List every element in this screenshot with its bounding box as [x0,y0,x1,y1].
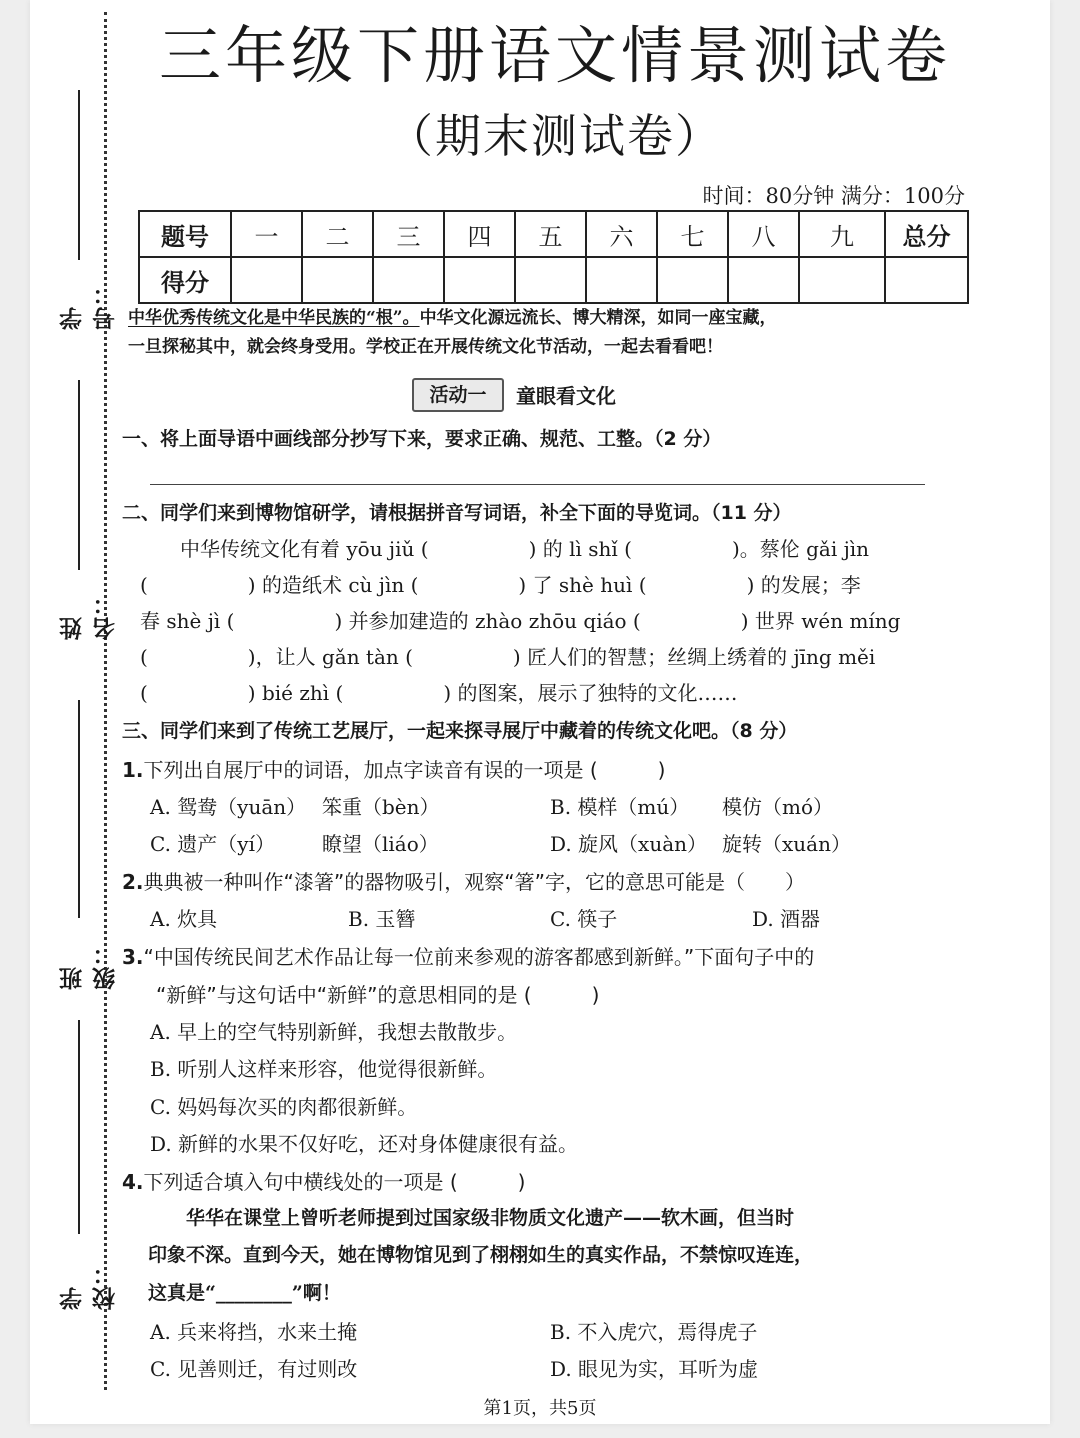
sub-question-2 [122,866,942,895]
time-info: 时间：80分钟 满分：100分 [702,184,965,208]
table-header-cell: 一 [231,211,302,257]
score-cell[interactable] [657,257,728,303]
school-label: 学校： [60,1260,119,1310]
option-d-word-2: 旋转（xuán） [722,832,851,856]
score-cell[interactable] [231,257,302,303]
student-number-label: 学号： [60,280,119,330]
score-table [138,210,969,304]
option-c[interactable]: C. 妈妈每次买的肉都很新鲜。 [150,1095,418,1119]
fill-in-line: ( ) 的造纸术 cù jìn ( ) 了 shè huì ( ) 的发展；李 [140,573,861,597]
binding-dotted-line [104,12,107,1390]
option-c[interactable]: C. 筷子 [550,907,618,931]
sub-question-number: 2. [122,870,144,894]
option-b[interactable]: B. 模样（mú） [550,795,690,819]
fill-in-line: ( )，让人 gǎn tàn ( ) 匠人们的智慧；丝绸上绣着的 jīng měi [140,645,876,669]
intro-rest-text: 中华文化源远流长、博大精深，如同一座宝藏， [419,308,777,328]
table-header-cell: 六 [586,211,657,257]
name-line [78,380,80,570]
question-1-heading: 一、将上面导语中画线部分抄写下来，要求正确、规范、工整。（2 分） [122,428,722,450]
option-c[interactable]: C. 见善则迁，有过则改 [150,1357,358,1381]
sub-question-stem: 下列出自展厅中的词语，加点字读音有误的一项是 ( ) [143,758,666,782]
score-cell[interactable] [799,257,885,303]
page-title: 三年级下册语文情景测试卷 [158,19,951,92]
sub-question-stem: “中国传统民间艺术作品让每一位前来参观的游客都感到新鲜。”下面句子中的 [143,945,815,969]
score-cell[interactable] [728,257,799,303]
school-line [78,1020,80,1234]
option-a[interactable]: A. 炊具 [150,907,218,931]
option-d[interactable]: D. 旋风（xuàn） [550,832,708,856]
option-c[interactable]: C. 遗产（yí） [150,832,275,856]
score-cell[interactable] [885,257,968,303]
class-line [78,700,80,918]
activity-badge: 活动一 [412,378,504,412]
fill-in-line: 春 shè jì ( ) 并参加建造的 zhào zhōu qiáo ( ) 世界 wén míng [140,609,901,633]
sub-question-3-stem-cont: “新鲜”与这句话中“新鲜”的意思相同的是 ( ) [156,983,600,1007]
table-header-cell: 八 [728,211,799,257]
table-header-cell: 二 [302,211,373,257]
table-header-cell: 七 [657,211,728,257]
student-number-line [78,90,80,260]
table-header-cell: 九 [799,211,885,257]
name-label: 姓名： [60,590,119,640]
class-label: 班级： [60,940,119,990]
sub-question-1 [122,754,942,783]
option-a-word-2: 笨重（bèn） [322,795,440,819]
option-d[interactable]: D. 酒器 [752,907,821,931]
passage-line: 华华在课堂上曾听老师提到过国家级非物质文化遗产——软木画，但当时 [148,1207,795,1229]
option-b[interactable]: B. 玉簪 [348,907,416,931]
score-cell[interactable] [302,257,373,303]
score-cell[interactable] [586,257,657,303]
page-subtitle: （期末测试卷） [387,109,723,163]
sub-question-stem: 典典被一种叫作“漆箸”的器物吸引，观察“箸”字，它的意思可能是（ ） [143,870,805,894]
score-cell[interactable] [373,257,444,303]
question-1-answer-line[interactable] [150,484,925,485]
sub-question-4 [122,1166,942,1195]
table-header-cell: 五 [515,211,586,257]
option-a[interactable]: A. 早上的空气特别新鲜，我想去散散步。 [150,1020,518,1044]
school-field [56,1020,119,1310]
question-2-heading: 二、同学们来到博物馆研学，请根据拼音写词语，补全下面的导览词。（11 分） [122,502,792,524]
fill-in-line: ( ) bié zhì ( ) 的图案，展示了独特的文化…… [140,681,738,705]
table-header-cell: 题号 [139,211,231,257]
score-table-header-row [139,211,968,257]
fill-in-line: 中华传统文化有着 yōu jiǔ ( ) 的 lì shǐ ( )。蔡伦 gǎi jìn [140,537,870,561]
sub-question-number: 3. [122,945,144,969]
option-a[interactable]: A. 鸳鸯（yuān） [150,795,307,819]
sub-question-number: 1. [122,758,144,782]
score-table-score-row [139,257,968,303]
intro-line-2: 一旦探秘其中，就会终身受用。学校正在开展传统文化节活动，一起去看看吧！ [128,337,723,357]
score-cell[interactable] [515,257,586,303]
sub-question-3 [122,941,942,970]
student-number-field [56,90,119,330]
option-a[interactable]: A. 兵来将挡，水来土掩 [150,1320,358,1344]
option-b-word-2: 模仿（mó） [722,795,834,819]
sub-question-stem: 下列适合填入句中横线处的一项是 ( ) [143,1170,526,1194]
class-field [56,700,119,990]
option-d[interactable]: D. 眼见为实，耳听为虚 [550,1357,759,1381]
question-3-heading: 三、同学们来到了传统工艺展厅，一起来探寻展厅中藏着的传统文化吧。（8 分） [122,720,798,742]
table-header-cell: 四 [444,211,515,257]
page-footer: 第1页，共5页 [483,1398,597,1419]
name-field [56,380,119,640]
passage-line: 印象不深。直到今天，她在博物馆见到了栩栩如生的真实作品，不禁惊叹连连， [148,1244,814,1266]
activity-title: 童眼看文化 [516,384,616,408]
intro-line-1 [128,304,928,333]
intro-underlined-text: 中华优秀传统文化是中华民族的“根”。 [128,308,420,328]
table-header-cell: 总分 [885,211,968,257]
option-d[interactable]: D. 新鲜的水果不仅好吃，还对身体健康很有益。 [150,1132,579,1156]
table-header-cell: 三 [373,211,444,257]
sub-question-number: 4. [122,1170,144,1194]
option-c-word-2: 瞭望（liáo） [322,832,439,856]
activity-heading [412,378,712,412]
passage-line: 这真是“________”啊！ [148,1282,341,1304]
option-b[interactable]: B. 听别人这样来形容，他觉得很新鲜。 [150,1057,498,1081]
score-cell[interactable] [444,257,515,303]
score-row-label: 得分 [139,257,231,303]
intro-paragraph [128,304,928,362]
option-b[interactable]: B. 不入虎穴，焉得虎子 [550,1320,758,1344]
